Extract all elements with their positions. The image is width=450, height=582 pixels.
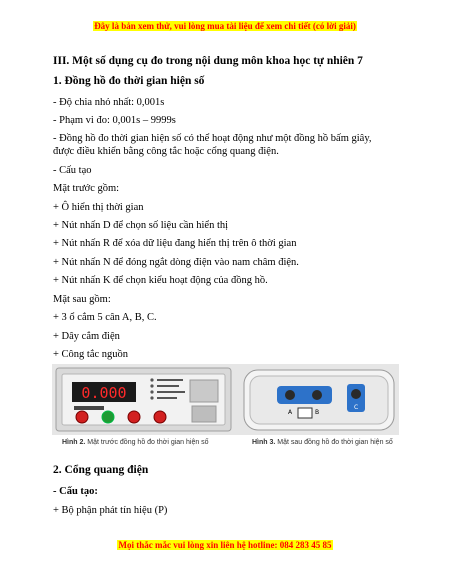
socket-a xyxy=(285,390,295,400)
text-line: - Cấu tạo: xyxy=(53,486,98,497)
text-line: - Phạm vi đo: 0,001s – 9999s xyxy=(53,115,176,126)
figure-caption-back xyxy=(252,439,393,446)
caption-label: Hình 3. xyxy=(252,439,276,446)
socket-b xyxy=(312,390,322,400)
text-line: Mặt sau gồm: xyxy=(53,294,111,305)
button-d xyxy=(76,411,88,423)
preview-banner xyxy=(0,16,450,34)
text-line: Mặt trước gồm: xyxy=(53,183,120,194)
text-line: + 3 ổ cắm 5 cân A, B, C. xyxy=(53,312,157,323)
text-line: - Độ chia nhỏ nhất: 0,001s xyxy=(53,97,165,108)
section-title: III. Một số dụng cụ đo trong nội dung môn khoa học tự nhiên 7 xyxy=(53,55,363,67)
socket-b-label: B xyxy=(315,409,320,416)
text-line: + Bộ phận phát tín hiệu (P) xyxy=(53,505,168,516)
subsection-title-photogate: 2. Cổng quang điện xyxy=(53,464,149,476)
text-line: + Ô hiển thị thời gian xyxy=(53,202,144,213)
text-line: + Nút nhấn R để xóa dữ liệu đang hiển thị trên ô thời gian xyxy=(53,238,297,249)
timer-illustration xyxy=(52,364,399,435)
caption-text: Mặt trước đồng hồ đo thời gian hiện số xyxy=(87,439,209,446)
timer-front-panel xyxy=(56,368,231,431)
text-line: + Nút nhấn N để đóng ngắt dòng điện vào nam châm điện. xyxy=(53,257,299,268)
text-line: + Nút nhấn D để chọn số liệu cần hiển thị xyxy=(53,220,229,231)
text-line: được điều khiển bằng công tắc hoặc cổng quang điện. xyxy=(53,146,279,157)
button-r xyxy=(102,411,114,423)
socket-c xyxy=(351,389,361,399)
timer-back-panel xyxy=(244,370,394,430)
preview-banner-text: Đây là bản xem thử, vui lòng mua tài liệu để xem chi tiết (có lời giải) xyxy=(94,21,356,31)
timer-figure xyxy=(52,364,399,435)
hotline-banner-text: Mọi thắc mắc vui lòng xin liên hệ hotline: 084 283 45 85 xyxy=(118,540,332,550)
subsection-title-timer: 1. Đồng hồ đo thời gian hiện số xyxy=(53,75,205,87)
caption-label: Hình 2. xyxy=(62,439,86,446)
button-k xyxy=(154,411,166,423)
button-n xyxy=(128,411,140,423)
hotline-banner xyxy=(0,535,450,553)
socket-a-label: A xyxy=(288,409,293,416)
text-line: - Cấu tạo xyxy=(53,165,92,176)
text-line: + Nút nhấn K để chọn kiểu hoạt động của đồng hồ. xyxy=(53,275,268,286)
display-digits: 0.000 xyxy=(81,384,127,402)
text-line: + Công tắc nguồn xyxy=(53,349,129,360)
socket-c-label: C xyxy=(354,404,359,411)
text-line: + Dây cắm điện xyxy=(53,331,120,342)
text-line: - Đồng hồ đo thời gian hiện số có thể hoạt động như một đồng hồ bấm giây, xyxy=(53,133,372,144)
figure-caption-front xyxy=(62,439,209,446)
caption-text: Mặt sau đồng hồ đo thời gian hiện số xyxy=(277,439,393,446)
